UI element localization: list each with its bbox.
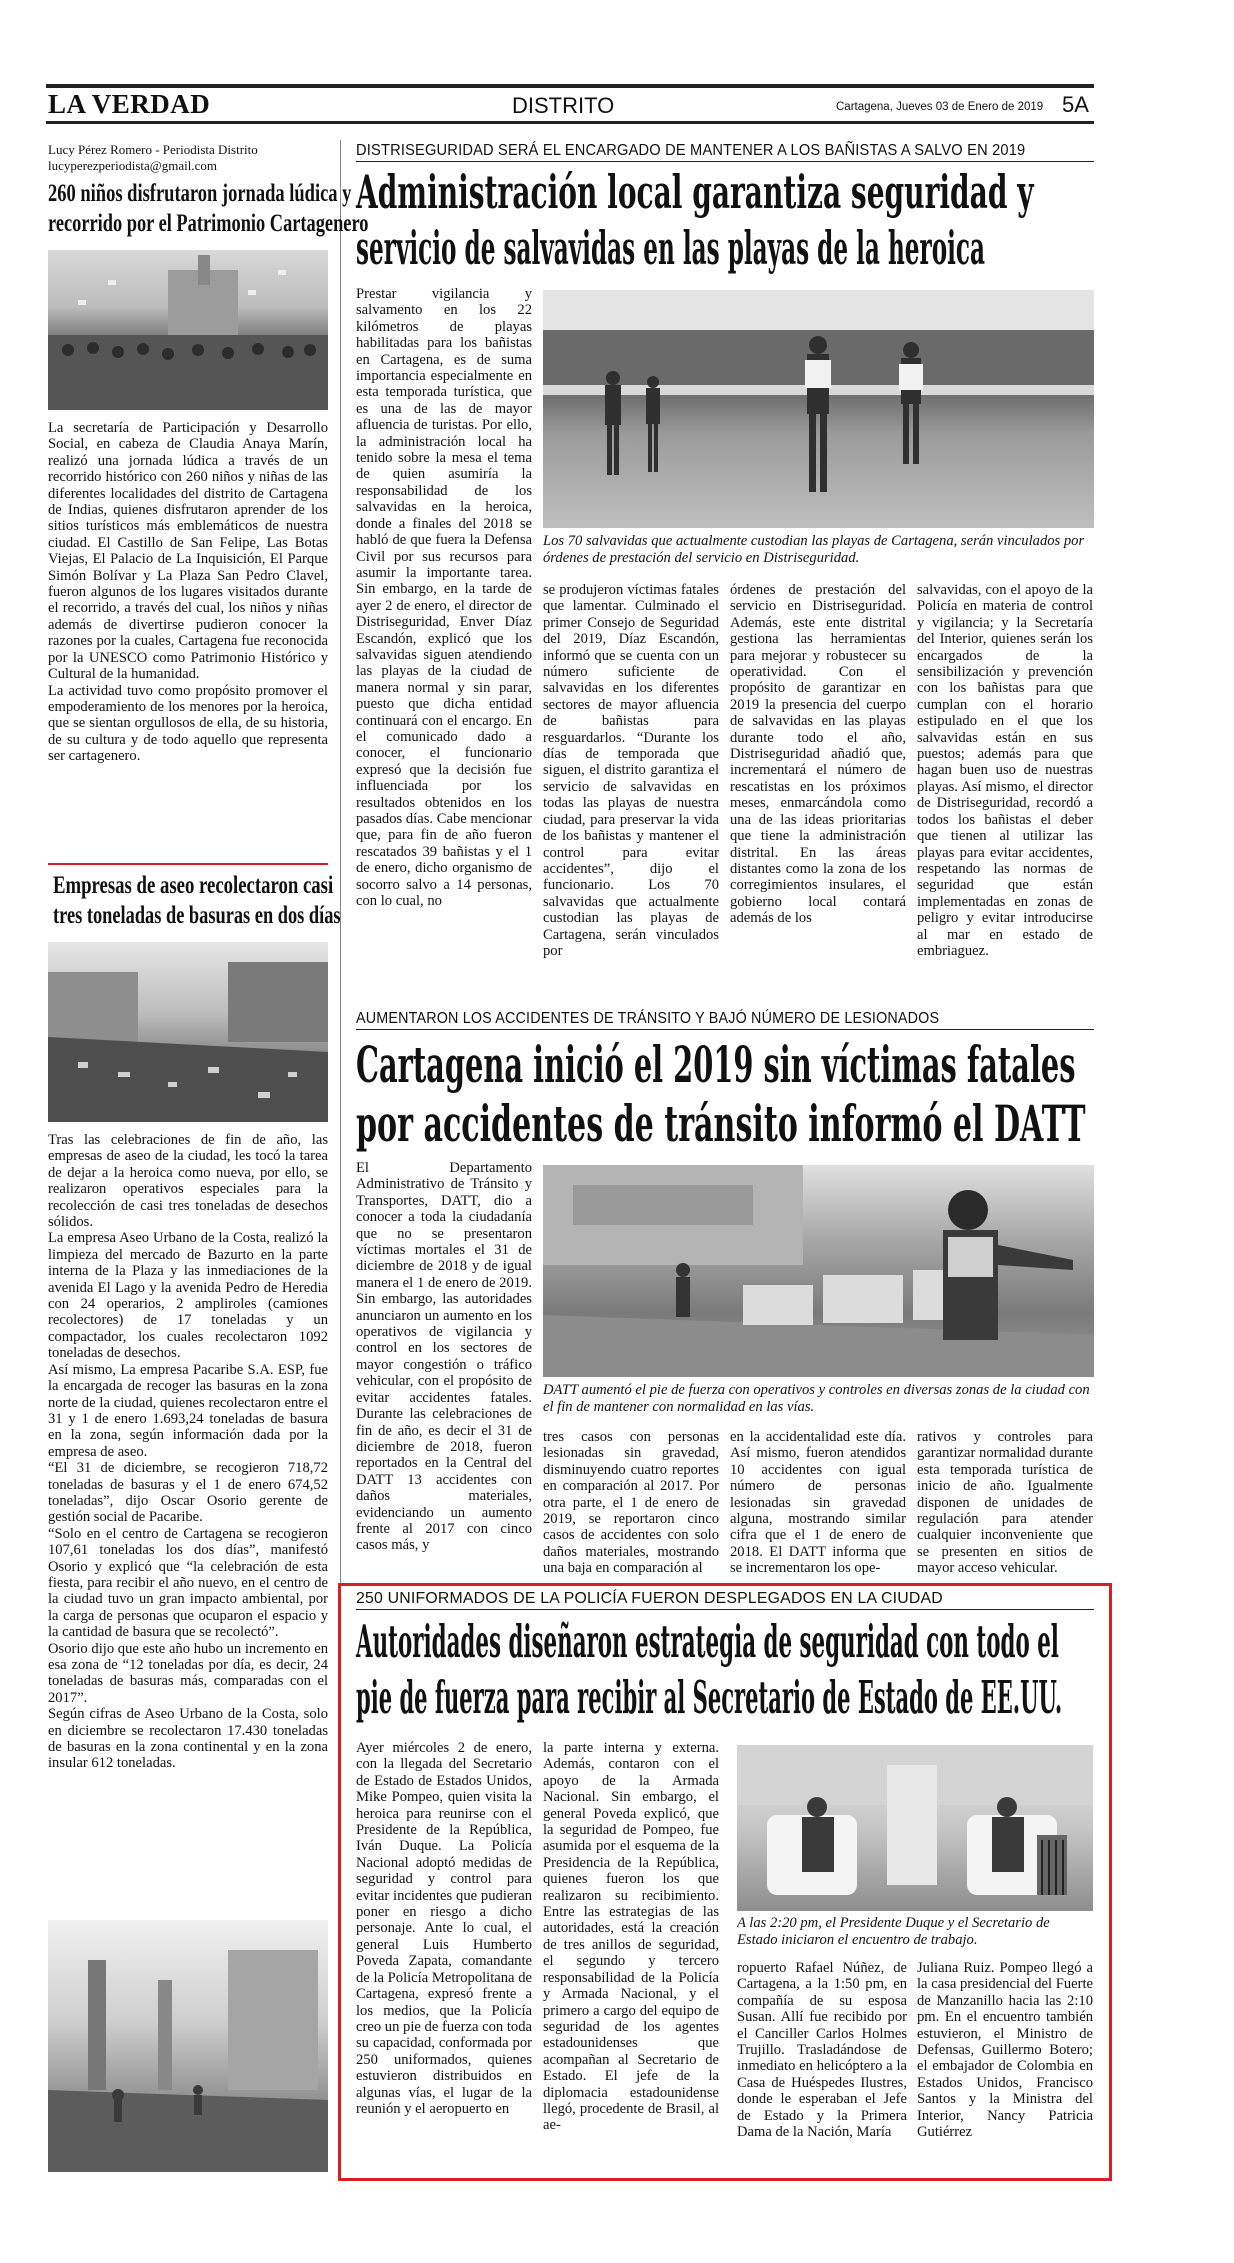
byline: Lucy Pérez Romero - Periodista Distrito: [48, 142, 258, 157]
sidebar-story2-paragraph: Así mismo, La empresa Pacaribe S.A. ESP, fue la encargada de recoger las basuras en la zona norte de la ciudad, quienes recolectaron entre el 31 y 1 de enero 1.693,24 toneladas de basura en la zona, según información dada por la empresa de aseo.: [48, 1361, 328, 1460]
sidebar-story2-body: [48, 1132, 328, 1907]
sidebar-story2-paragraph: Osorio dijo que este año hubo un incremento en esa zona de “12 toneladas por día, es decir, 24 toneladas de basuras más, comparadas con el 2017”.: [48, 1640, 328, 1706]
sidebar-story2-headline-2: tres toneladas de basuras en dos días: [53, 902, 341, 929]
article1-col3: órdenes de prestación del servicio en Distriseguridad. Además, este ente distrital gestiona las herramientas para mejorar y robustecer su operatividad. Con el propósito de garantizar en 2019 la presencia del cuerpo de salvavidas en las playas durante todo el año, Distriseguridad añadió que, incrementará el número de rescatistas en los próximos meses, enmarcándola como una de las ideas prioritarias que tiene la administración distrital. En las áreas distantes como la zona de los corregimientos insulares, el gobierno local contará además de los: [730, 582, 906, 927]
article3-col1: Ayer miércoles 2 de enero, con la llegada del Secretario de Estado de Estados Unidos, Mike Pompeo, quien visita la heroica para reunirse con el Presidente de la República, Iván Duque. La Policía Nacional adoptó medidas de seguridad y control para evitar incidentes que pudieran poner en riesgo a dicho personaje. Ante lo cual, el general Luis Humberto Poveda Zapata, comandante de la Policía Metropolitana de Cartagena, expresó frente a los medios, que la Policía creo un pie de fuerza con toda su capacidad, conformada por 250 uniformados, quienes estuvieron distribuidos en algunas vías, el lugar de la reunión y el aeropuerto en: [356, 1740, 532, 2117]
paper-name: LA VERDAD: [48, 89, 211, 119]
sidebar-story1-paragraph: La actividad tuvo como propósito promover el empoderamiento de los menores por la heroica, que se sientan orgullosos de ella, de su historia, de su cultura y de todo aquello que representa ser cartagenero.: [48, 682, 328, 765]
lifeguards-beach-photo: [543, 290, 1094, 528]
section-name: DISTRITO: [512, 93, 615, 118]
sidebar-divider-red: [48, 863, 328, 865]
top-rule: [46, 84, 1094, 88]
duque-pompeo-meeting-photo: [737, 1745, 1093, 1911]
sidebar-story1-headline-2: recorrido por el Patrimonio Cartagenero: [48, 210, 369, 237]
children-tour-photo: [48, 250, 328, 410]
article3-col3: ropuerto Rafael Núñez, de Cartagena, a la 1:50 pm, en compañía de su esposa Susan. Allí fue recibido por el Canciller Carlos Holmes Trujillo. Trasladándose de inmediato en helicóptero a la Casa de Huéspedes Ilustres, donde le esperaban el Jefe de Estado y la Primera Dama de la Nación, María: [737, 1960, 907, 2141]
trash-street-photo: [48, 942, 328, 1122]
article2-headline-2: por accidentes de tránsito informó el DATT: [356, 1094, 1086, 1153]
sidebar-story2-paragraph: La empresa Aseo Urbano de la Costa, realizó la limpieza del mercado de Bazurto en la parte interna de la Plaza y las inmediaciones de la avenida El Lago y la avenida Pedro de Heredia con 24 operarios, 2 ampliroles (camiones recolectores) de 17 toneladas y un compactador, los cuales recolectaron 1092 toneladas de desechos.: [48, 1230, 328, 1362]
article3-caption: A las 2:20 pm, el Presidente Duque y el Secretario de Estado iniciaron el encuentro de trabajo.: [737, 1915, 1050, 1948]
article3-headline-2: pie de fuerza para recibir al Secretario de Estado de EE.UU.: [356, 1671, 1063, 1724]
masthead-bottom-rule: [46, 121, 1094, 124]
article1-headline-2: servicio de salvavidas en las playas de la heroica: [356, 221, 986, 275]
article1-kicker: DISTRISEGURIDAD SERÁ EL ENCARGADO DE MANTENER A LOS BAÑISTAS A SALVO EN 2019: [356, 142, 1026, 159]
byline-email: lucyperezperiodista@gmail.com: [48, 158, 217, 173]
plaza-photo: [48, 1920, 328, 2172]
sidebar-story1-headline-1: 260 niños disfrutaron jornada lúdica y: [48, 180, 352, 207]
page-number: 5A: [1062, 92, 1089, 117]
article2-kicker-rule: [356, 1029, 1094, 1030]
sidebar-story1-body: [48, 420, 328, 850]
article1-col4: salvavidas, con el apoyo de la Policía en materia de control y vigilancia; y la Secretaría del Interior, quienes serán los encargados de la sensibilización y prevención con los bañistas para que cumplan con el horario estipulado en el que los salvavidas están en sus puestos; además para que hagan buen uso de nuestras playas. Así mismo, el director de Distriseguridad, recordó a todos los bañistas el deber que tienen al utilizar las playas para evitar accidentes, respetando las normas de seguridad que están implementadas en zonas de peligro y evitar introducirse al mar en estado de embriaguez.: [917, 582, 1093, 959]
sidebar-story2-paragraph: “El 31 de diciembre, se recogieron 718,72 toneladas de basuras y el 1 de enero 674,52 toneladas”, dijo Oscar Osorio gerente de gestión social de Pacaribe.: [48, 1460, 328, 1526]
article2-col2: tres casos con personas lesionadas sin gravedad, disminuyendo cuatro reportes en comparación al 2017. Por otra parte, el 1 de enero de 2019, se reportaron cinco casos de accidentes con solo daños materiales, mostrando una baja en comparación al: [543, 1429, 719, 1577]
article3-kicker: 250 UNIFORMADOS DE LA POLICÍA FUERON DESPLEGADOS EN LA CIUDAD: [356, 1590, 943, 1607]
sidebar-story2-paragraph: “Solo en el centro de Cartagena se recogieron 107,61 toneladas los dos días”, manifestó Osorio y explicó que “la celebración de esta fiesta, para recibir el año nuevo, en el centro de la ciudad tuvo un gran impacto ambiental, por la carga de personas que ocuparon el espacio y la cantidad de basura que se recolectó”.: [48, 1525, 328, 1641]
article1-col1: Prestar vigilancia y salvamento en los 22 kilómetros de playas habilitadas para los bañistas en Cartagena, es de suma importancia especialmente en esta temporada turística, que es una de las de mayor afluencia de turistas. Por ello, la administración local ha tenido sobre la mesa el tema de quien asumiría la responsabilidad de los salvavidas en la heroica, donde a finales del 2018 se habló de que fuera la Defensa Civil por sus recursos para asumir la importante tarea. Sin embargo, en la tarde de ayer 2 de enero, el director de Distriseguridad, Enver Díaz Escandón, explicó que los salvavidas siguen atendiendo las playas de la ciudad de manera normal y sin parar, puesto que dicha entidad continuará con el encargo. En el comunicado dado a conocer, el funcionario expresó que la decisión fue influenciada por los resultados obtenidos en los pasados días. Cabe mencionar que, para fin de año fueron rescatados 39 bañistas y el 1 de enero, dicho organismo de socorro salvo a 14 personas, con lo cual, no: [356, 286, 532, 910]
article1-headline-1: Administración local garantiza seguridad y: [356, 165, 1034, 219]
article2-caption: DATT aumentó el pie de fuerza con operativos y controles en diversas zonas de la ciudad con el fin de mantener con normalidad en las vías.: [543, 1382, 1090, 1415]
article2-col4: rativos y controles para garantizar normalidad durante esta temporada turística de inicio de año. Igualmente disponen de unidades de regulación para atender cualquier inconveniente que se presenten en sitios de mayor acceso vehicular.: [917, 1429, 1093, 1577]
article2-headline-1: Cartagena inició el 2019 sin víctimas fatales: [356, 1035, 1076, 1094]
sidebar-story2-paragraph: Según cifras de Aseo Urbano de la Costa, solo en diciembre se recolectaron 17.430 toneladas de basuras en la zona continental y en la zona insular 612 toneladas.: [48, 1706, 328, 1772]
article2-kicker: AUMENTARON LOS ACCIDENTES DE TRÁNSITO Y BAJÓ NÚMERO DE LESIONADOS: [356, 1010, 940, 1027]
sidebar-story2-headline-1: Empresas de aseo recolectaron casi: [53, 872, 334, 899]
sidebar-story1-paragraph: La secretaría de Participación y Desarrollo Social, en cabeza de Claudia Anaya Marín, realizó una jornada lúdica a través de un recorrido histórico con 260 niños y niñas de las diferentes localidades del distrito de Cartagena de Indias, quienes disfrutaron aprender de los sitios turísticos más emblemáticos de nuestra ciudad. El Castillo de San Felipe, Las Botas Viejas, El Palacio de La Inquisición, El Parque Simón Bolívar y La Plaza San Pedro Clavel, fueron algunos de los lugares visitados durante el recorrido, a través del cual, los niños y niñas además de divertirse pudieron conocer la razones por la cuales, Cartagena fue reconocida por la UNESCO como Patrimonio Histórico y Cultural de la humanidad.: [48, 420, 328, 683]
sidebar-story2-paragraph: Tras las celebraciones de fin de año, las empresas de aseo de la ciudad, les tocó la tarea de dejar a la heroica como nueva, por ello, se realizaron operativos especiales para la recolección de casi tres toneladas de desechos sólidos.: [48, 1132, 328, 1231]
article3-col4: Juliana Ruiz. Pompeo llegó a la casa presidencial del Fuerte de Manzanillo hacia las 2:10 pm. En el encuentro también estuvieron, el Ministro de Defensas, Guillermo Botero; el embajador de Colombia en Estados Unidos, Francisco Santos y la Ministra del Interior, Nancy Patricia Gutiérrez: [917, 1960, 1093, 2141]
article3-kicker-rule: [356, 1609, 1094, 1610]
article3-headline-1: Autoridades diseñaron estrategia de seguridad con todo el: [356, 1615, 1059, 1668]
article1-col2: se produjeron víctimas fatales que lamentar. Culminado el primer Consejo de Seguridad del 2019, Díaz Escandón, informó que se cuenta con un número suficiente de salvavidas en los diferentes sectores de mayor afluencia de bañistas para resguardarlos. “Durante los días de temporada que siguen, el distrito garantiza el servicio de salvavidas en todas las playas de nuestra ciudad, para preservar la vida de los bañistas y mantener el control para evitar accidentes”, dijo el funcionario. Los 70 salvavidas que actualmente custodian las playas de Cartagena, serán vinculados por: [543, 582, 719, 959]
article2-col1: El Departamento Administrativo de Tránsito y Transportes, DATT, dio a conocer a toda la ciudadanía que no se presentaron víctimas mortales el 31 de diciembre de 2018 y de igual manera el 1 de enero de 2019. Sin embargo, las autoridades anunciaron un aumento en los operativos de vigilancia y control en los sectores de mayor congestión o tráfico vehicular, con el propósito de evitar accidentes fatales. Durante las celebraciones de fin de año, es decir el 31 de diciembre de 2018, fueron reportados en la Central del DATT 13 accidentes con daños materiales, evidenciando un aumento frente al 2017 con cinco casos más, y: [356, 1160, 532, 1554]
article1-caption: Los 70 salvavidas que actualmente custodian las playas de Cartagena, serán vinculados por órdenes de prestación del servicio en Distriseguridad.: [543, 533, 1085, 566]
article3-col2: la parte interna y externa. Además, contaron con el apoyo de la Armada Nacional. Sin embargo, el general Poveda explicó, que la seguridad de Pompeo, fue asumida por el esquema de la Presidencia de la República, quienes fueron los que realizaron su recibimiento. Entre las estrategias de las autoridades, está la creación de tres anillos de seguridad, el segundo y tercero responsabilidad de la Policía y Armada Nacional, y el primero a cargo del equipo de seguridad de los agentes estadounidenses que acompañan al Secretario de Estado. El jefe de la diplomacia estadounidense llegó, procedente de Brasil, al ae-: [543, 1740, 719, 2134]
article2-col3: en la accidentalidad este día. Así mismo, fueron atendidos 10 accidentes con igual número de personas lesionadas sin gravedad alguna, mostrando similar cifra que el 1 de enero de 2018. El DATT informa que se incrementaron los ope-: [730, 1429, 906, 1577]
article1-kicker-rule: [356, 161, 1094, 162]
issue-date: Cartagena, Jueves 03 de Enero de 2019: [836, 101, 1044, 113]
traffic-officer-photo: [543, 1165, 1094, 1377]
